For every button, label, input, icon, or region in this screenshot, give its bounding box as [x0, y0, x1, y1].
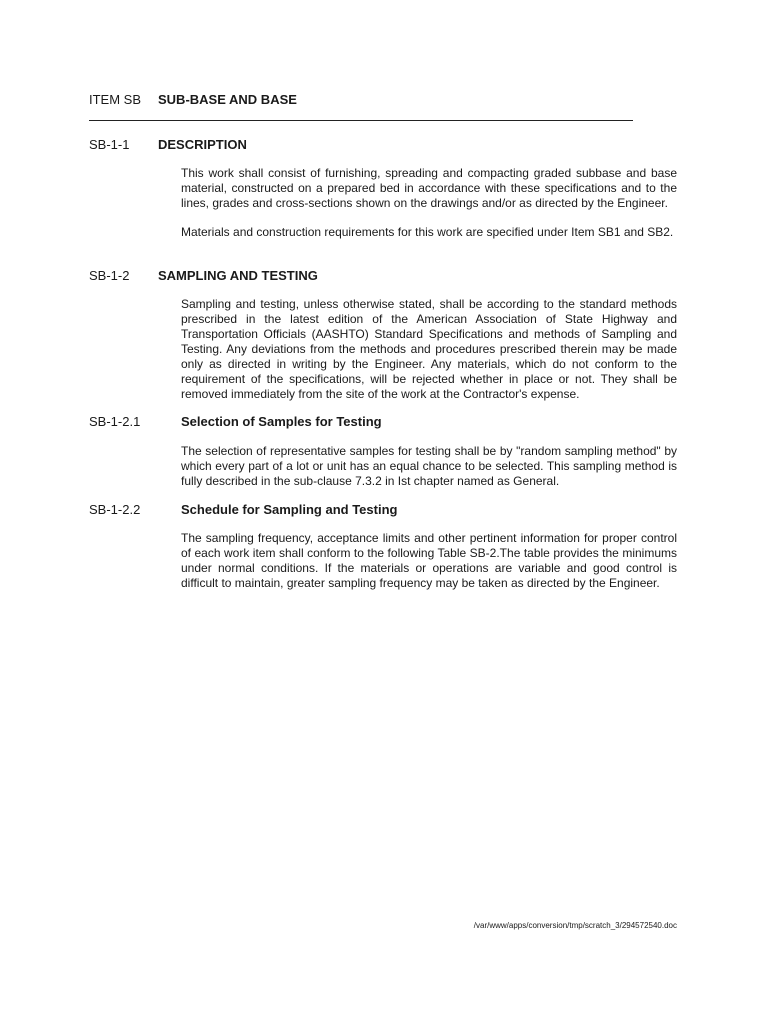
section-paragraph: The sampling frequency, acceptance limits and other pertinent information for proper control of each work item shall conform to the following Table SB-2.The table provides the minimums under normal conditions. If the materials or operations are variable and good control is difficult to maintain, greater sampling frequency may be taken as directed by the Engineer. — [181, 531, 677, 590]
section-heading: DESCRIPTION — [158, 137, 247, 152]
section-number: SB-1-1 — [89, 137, 130, 152]
section-paragraph: This work shall consist of furnishing, spreading and compacting graded subbase and base material, constructed on a prepared bed in accordance with these specifications and to the lines, grades and cross-sections shown on the drawings and/or as directed by the Engineer. — [181, 166, 677, 210]
section-paragraph: Materials and construction requirements for this work are specified under Item SB1 and SB2. — [181, 225, 674, 239]
section-number: SB-1-2 — [89, 268, 130, 283]
item-title: SUB-BASE AND BASE — [158, 92, 297, 107]
item-label: ITEM SB — [89, 92, 142, 107]
subsection-heading: Selection of Samples for Testing — [181, 414, 382, 429]
subsection-number: SB-1-2.1 — [89, 414, 141, 429]
section-paragraph: The selection of representative samples for testing shall be by "random sampling method" by which every part of a lot or unit has an equal chance to be selected. This sampling method is fully described in the sub-clause 7.3.2 in Ist chapter named as General. — [181, 444, 677, 488]
header-divider — [89, 120, 633, 121]
subsection-heading: Schedule for Sampling and Testing — [181, 502, 398, 517]
section-heading: SAMPLING AND TESTING — [158, 268, 318, 283]
footer-file-path: /var/www/apps/conversion/tmp/scratch_3/294572540.doc — [473, 921, 677, 930]
section-paragraph: Sampling and testing, unless otherwise stated, shall be according to the standard methods prescribed in the latest edition of the American Association of State Highway and Transportation Officials (AASHTO) Standard Specifications and methods of Sampling and Testing. Any deviations from the methods and procedures prescribed therein may be made only as directed in writing by the Engineer. Any materials, which do not conform to the requirement of the specifications, will be rejected whether in place or not. They shall be removed immediately from the site of the work at the Contractor's expense. — [181, 297, 677, 401]
subsection-number: SB-1-2.2 — [89, 502, 141, 517]
